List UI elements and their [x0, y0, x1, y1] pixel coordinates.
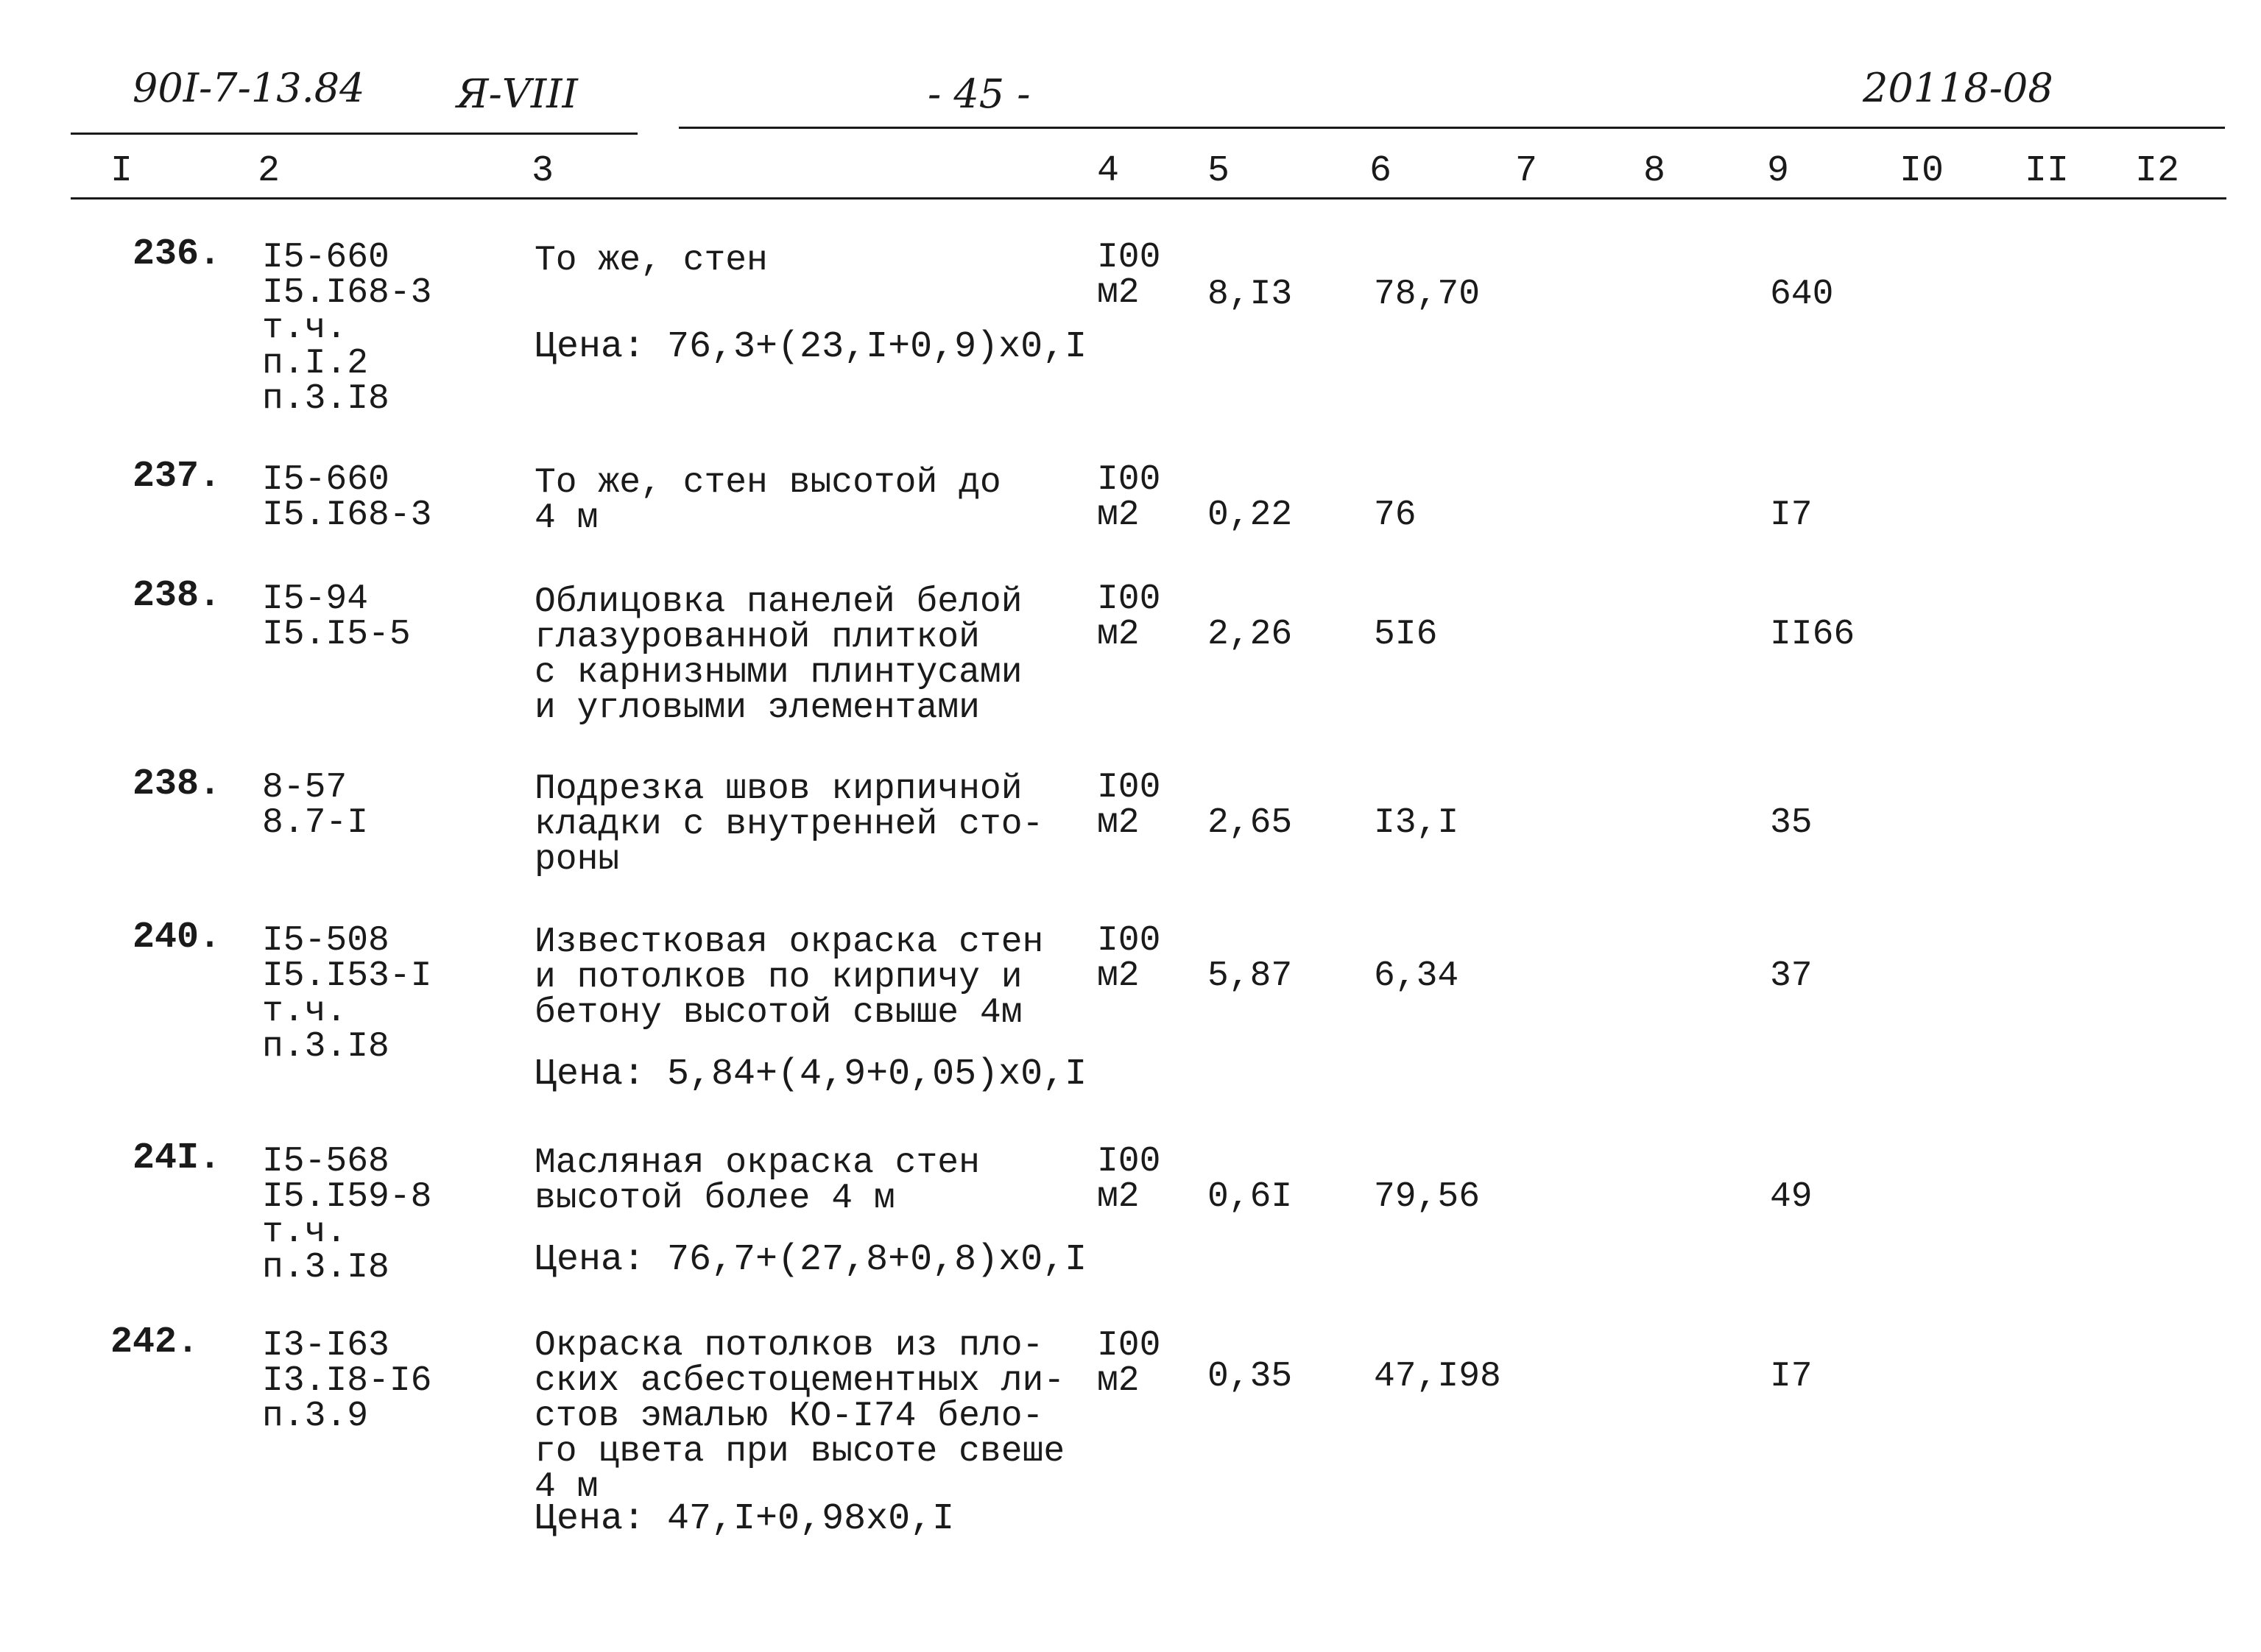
document-number: 20118-08	[1863, 65, 2053, 111]
column-header-6: 6	[1369, 150, 1392, 192]
row-col9: 640	[1770, 275, 1834, 314]
row-number: 236.	[133, 233, 222, 275]
row-quantity: 2,26	[1207, 615, 1293, 654]
column-header-2: 2	[258, 150, 281, 192]
row-number: 240.	[133, 917, 222, 959]
row-codes: I3-I63 I3.I8-I6 п.3.9	[262, 1326, 432, 1436]
row-unit: I00 м2	[1097, 579, 1161, 654]
row-codes: I5-660 I5.I68-3	[262, 460, 432, 535]
row-number: 238.	[133, 763, 222, 805]
row-number: 238.	[133, 575, 222, 617]
header-rule-right	[679, 127, 2225, 129]
row-col6: 6,34	[1374, 956, 1459, 996]
column-header-rule	[71, 197, 2226, 200]
row-description: Облицовка панелей белой глазурованной плиткой с карнизными плинтусами и угловыми элементами	[535, 582, 1023, 728]
column-header-9: 9	[1767, 150, 1790, 192]
row-number: 24I.	[133, 1137, 222, 1179]
row-quantity: 0,35	[1207, 1357, 1293, 1397]
row-price-formula: Цена: 76,3+(23,I+0,9)x0,I	[535, 326, 1087, 368]
row-codes: 8-57 8.7-I	[262, 768, 369, 843]
row-col6: 76	[1374, 495, 1417, 535]
row-col6: 47,I98	[1374, 1357, 1501, 1397]
row-unit: I00 м2	[1097, 460, 1161, 535]
row-quantity: 0,22	[1207, 495, 1293, 535]
row-price-formula: Цена: 76,7+(27,8+0,8)x0,I	[535, 1239, 1087, 1281]
column-header-12: I2	[2135, 150, 2180, 192]
row-unit: I00 м2	[1097, 768, 1161, 843]
row-quantity: 8,I3	[1207, 275, 1293, 314]
row-col9: 35	[1770, 803, 1813, 843]
row-quantity: 5,87	[1207, 956, 1293, 996]
row-unit: I00 м2	[1097, 921, 1161, 996]
row-unit: I00 м2	[1097, 1326, 1161, 1401]
row-col6: 78,70	[1374, 275, 1481, 314]
row-description: Известковая окраска стен и потолков по кирпичу и бетону высотой свыше 4м	[535, 922, 1044, 1033]
row-quantity: 0,6I	[1207, 1177, 1293, 1217]
column-header-11: II	[2025, 150, 2070, 192]
row-unit: I00 м2	[1097, 1142, 1161, 1217]
row-codes: I5-660 I5.I68-3 т.ч. п.I.2 п.3.I8	[262, 238, 432, 419]
row-col6: 5I6	[1374, 615, 1438, 654]
row-codes: I5-94 I5.I5-5	[262, 579, 411, 654]
column-header-5: 5	[1207, 150, 1230, 192]
row-price-formula: Цена: 5,84+(4,9+0,05)x0,I	[535, 1053, 1087, 1095]
row-description: Подрезка швов кирпичной кладки с внутренней сто- роны	[535, 769, 1044, 880]
row-price-formula: Цена: 47,I+0,98x0,I	[535, 1498, 955, 1540]
row-description: То же, стен	[535, 241, 768, 280]
row-col9: I7	[1770, 495, 1813, 535]
document-code: 90I-7-13.84	[133, 65, 365, 111]
row-quantity: 2,65	[1207, 803, 1293, 843]
row-description: То же, стен высотой до 4 м	[535, 463, 1001, 538]
row-col9: II66	[1770, 615, 1855, 654]
header-rule-left	[71, 133, 638, 135]
column-header-1: I	[110, 150, 133, 192]
row-codes: I5-508 I5.I53-I т.ч. п.3.I8	[262, 921, 432, 1067]
page-number: - 45 -	[928, 71, 1031, 117]
row-number: 242.	[110, 1321, 200, 1363]
row-col6: I3,I	[1374, 803, 1459, 843]
row-description: Окраска потолков из пло- ских асбестоцементных ли- стов эмалью КО-I74 бело- го цвета при высоте свеше 4 м	[535, 1326, 1065, 1507]
row-col9: 37	[1770, 956, 1813, 996]
row-description: Масляная окраска стен высотой более 4 м	[535, 1143, 980, 1218]
column-header-7: 7	[1515, 150, 1538, 192]
row-unit: I00 м2	[1097, 238, 1161, 313]
column-header-8: 8	[1643, 150, 1666, 192]
row-codes: I5-568 I5.I59-8 т.ч. п.3.I8	[262, 1142, 432, 1288]
row-number: 237.	[133, 456, 222, 498]
column-header-10: I0	[1900, 150, 1944, 192]
row-col6: 79,56	[1374, 1177, 1481, 1217]
row-col9: 49	[1770, 1177, 1813, 1217]
column-header-4: 4	[1097, 150, 1120, 192]
column-header-3: 3	[532, 150, 554, 192]
sheet-label: Я-VIII	[456, 71, 578, 117]
row-col9: I7	[1770, 1357, 1813, 1397]
